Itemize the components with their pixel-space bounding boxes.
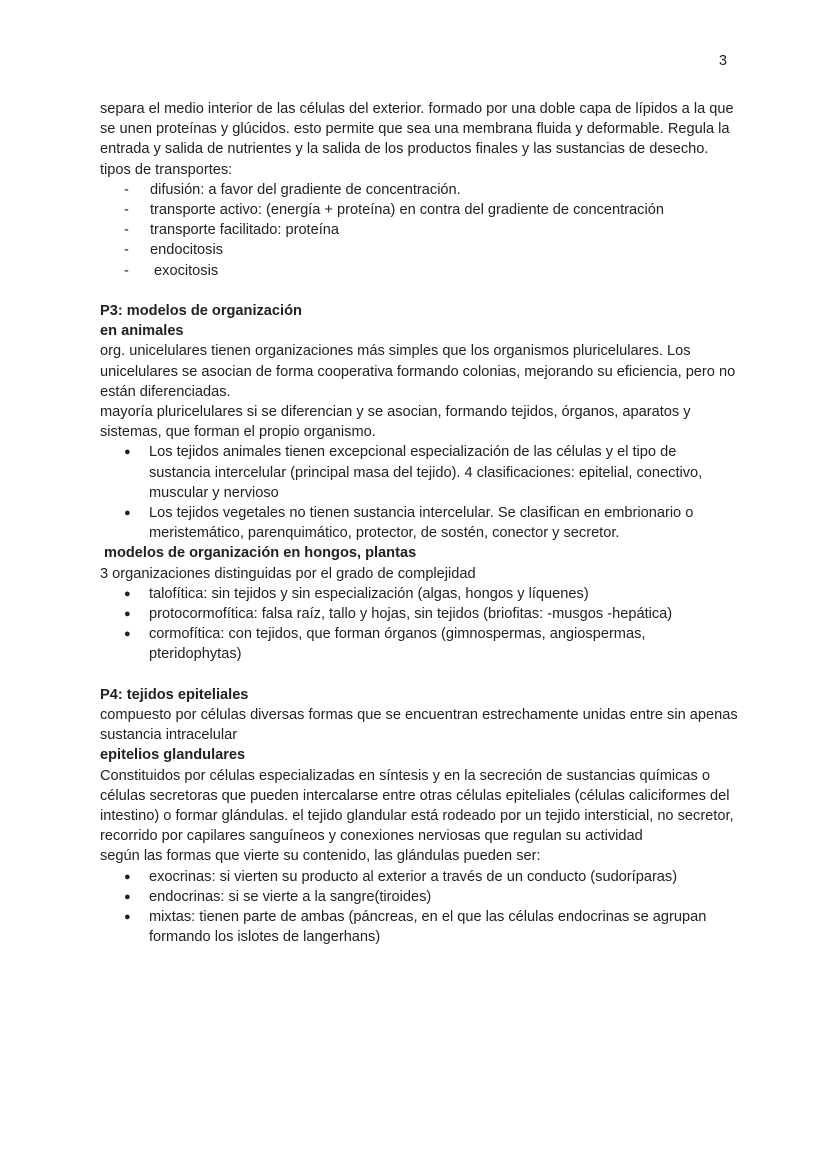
list-item: - exocitosis	[124, 262, 219, 279]
list-item: ● cormofítica: con tejidos, que forman órganos (gimnospermas, angiospermas, pteridophytas)	[124, 626, 646, 663]
subheading-animales: en animales	[100, 323, 184, 340]
section-heading-p4: P4: tejidos epiteliales	[100, 686, 249, 703]
transport-label: tipos de transportes:	[100, 161, 233, 178]
list-item: ● endocrinas: si se vierte a la sangre(tiroides)	[124, 888, 432, 905]
p4-paragraph-2: Constituidos por células especializadas en síntesis y en la secreción de sustancias químicas o células secretoras que pueden intercalarse entre otras células epiteliales (células caliciformes del intestino) o formar glándulas. el tejido glandular está rodeado por un tejido intersticial, no secretor, recorrido por capilares sanguíneos y conexiones nerviosas que regulan su actividad	[100, 767, 734, 845]
page-content	[100, 99, 740, 948]
list-item: ● exocrinas: si vierten su producto al exterior a través de un conducto (sudoríparas)	[124, 868, 678, 885]
transport-list	[100, 180, 740, 281]
subheading-hongos-plantas: modelos de organización en hongos, plantas	[104, 545, 417, 562]
p3-paragraph-2: mayoría pluricelulares si se diferencian y se asocian, formando tejidos, órganos, aparatos y sistemas, que forman el propio organismo.	[100, 404, 691, 441]
p3-paragraph-1: org. unicelulares tienen organizaciones más simples que los organismos pluricelulares. Los unicelulares se asocian de forma cooperativa formando colonias, mejorando su eficiencia, pero no están diferenciadas.	[100, 343, 736, 400]
list-item: ● talofítica: sin tejidos y sin especialización (algas, hongos y líquenes)	[124, 585, 589, 602]
list-item: - endocitosis	[124, 242, 224, 259]
subheading-epitelios-glandulares: epitelios glandulares	[100, 747, 246, 764]
list-item: - difusión: a favor del gradiente de concentración.	[124, 181, 461, 198]
intro-paragraph: separa el medio interior de las células del exterior. formado por una doble capa de lípidos a la que se unen proteínas y glúcidos. esto permite que sea una membrana fluida y deformable. Regula la entrada y salida de nutrientes y la salida de los productos finales y las sustancias de desecho.	[100, 101, 734, 158]
p4-paragraph-1: compuesto por células diversas formas que se encuentran estrechamente unidas entre sin apenas sustancia intracelular	[100, 707, 738, 744]
list-item: - transporte facilitado: proteína	[124, 222, 340, 239]
section-heading-p3: P3: modelos de organización	[100, 303, 302, 320]
list-item: ● mixtas: tienen parte de ambas (páncreas, en el que las células endocrinas se agrupan formando los islotes de langerhans)	[124, 909, 707, 946]
p4-paragraph-3: según las formas que vierte su contenido, las glándulas pueden ser:	[100, 848, 541, 865]
p3-paragraph-3: 3 organizaciones distinguidas por el grado de complejidad	[100, 565, 476, 582]
organization-list	[100, 584, 740, 665]
tissue-list	[100, 442, 740, 543]
list-item: ● protocormofítica: falsa raíz, tallo y hojas, sin tejidos (briofitas: -musgos -hepática)	[124, 606, 673, 623]
page-number: 3	[718, 53, 727, 69]
list-item: ● Los tejidos vegetales no tienen sustancia intercelular. Se clasifican en embrionario o meristemático, parenquimático, protector, de sostén, conector y secretor.	[124, 505, 694, 542]
gland-list	[100, 867, 740, 948]
list-item: - transporte activo: (energía + proteína) en contra del gradiente de concentración	[124, 202, 664, 219]
list-item: ● Los tejidos animales tienen excepcional especialización de las células y el tipo de sustancia intercelular (principal masa del tejido). 4 clasificaciones: epitelial, conectivo, muscular y nervioso	[124, 444, 703, 501]
